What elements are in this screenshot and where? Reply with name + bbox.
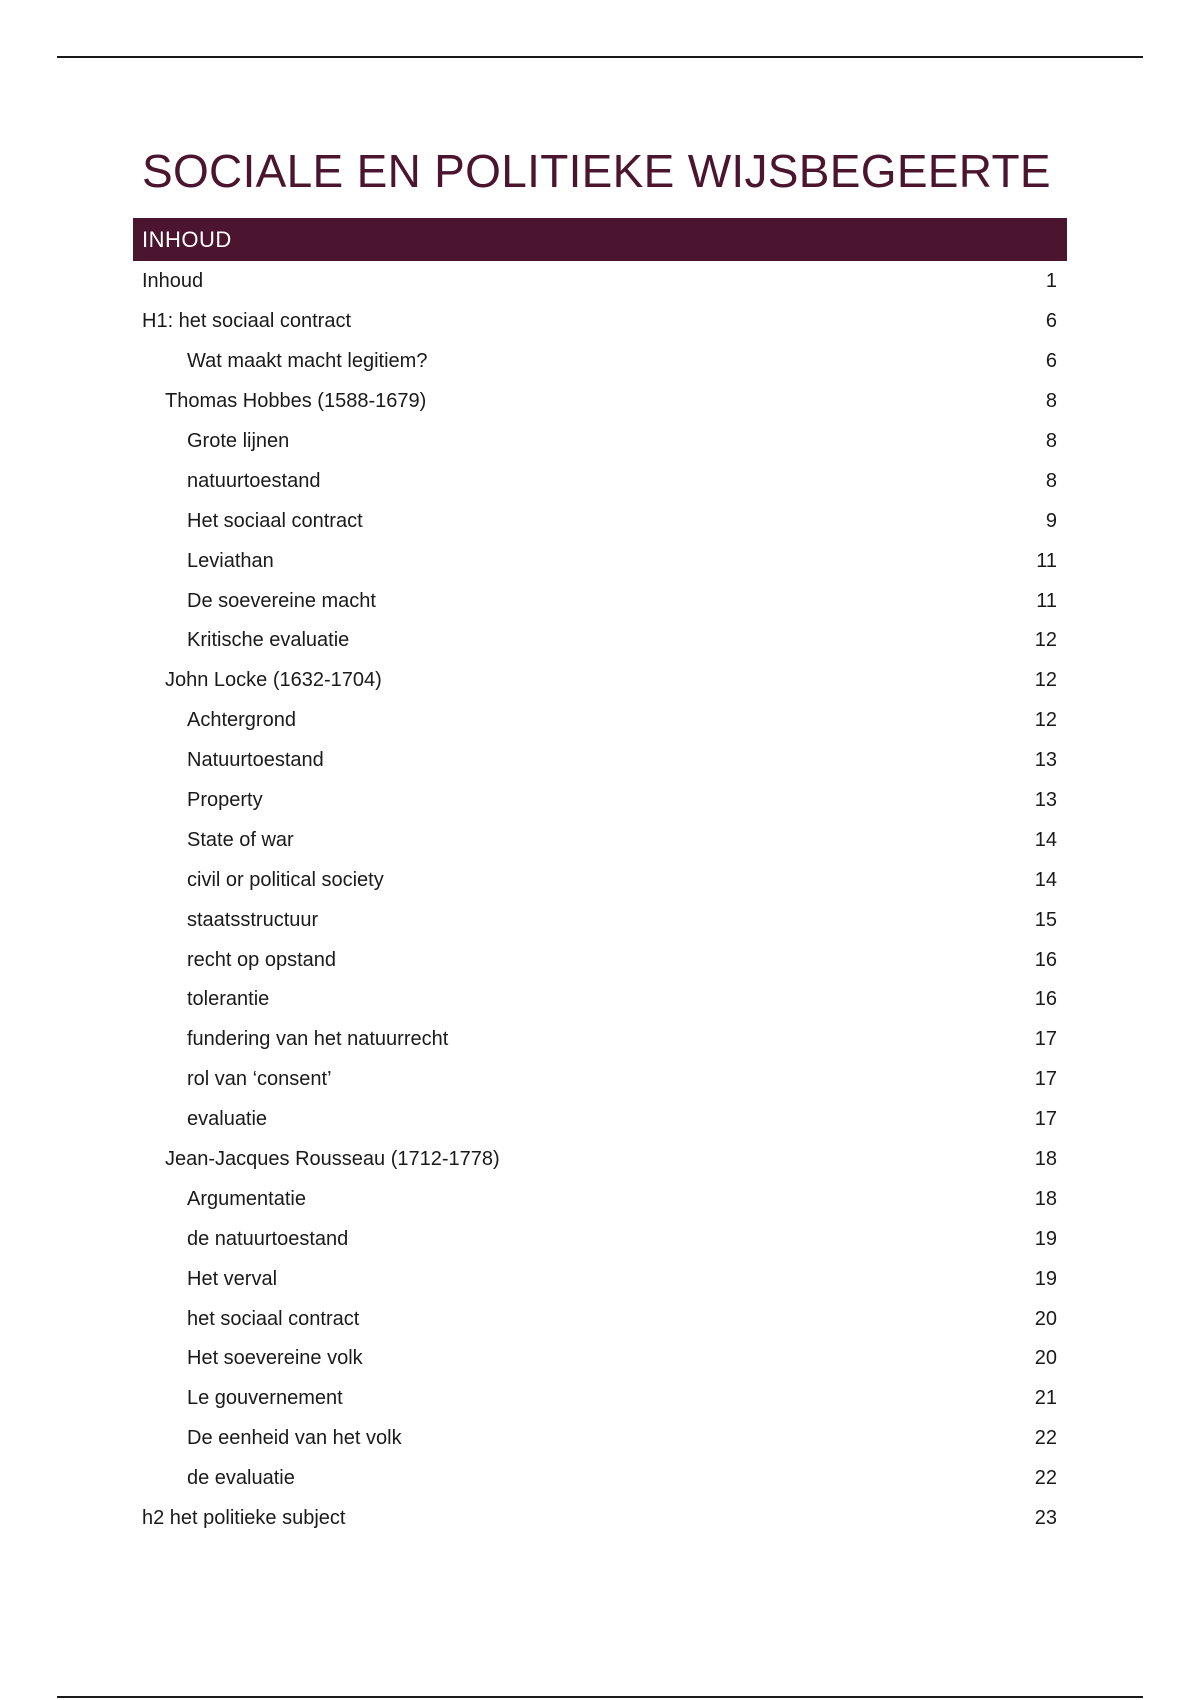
toc-entry-label: staatsstructuur [187, 908, 319, 931]
toc-entry-page-number: 12 [1034, 669, 1057, 692]
toc-entry-page-number: 17 [1034, 1028, 1057, 1051]
toc-entry-page-number: 1 [1045, 270, 1057, 293]
toc-entry[interactable] [142, 621, 1057, 661]
toc-entry-label: Jean-Jacques Rousseau (1712-1778) [165, 1148, 500, 1171]
toc-entry-page-number: 12 [1034, 629, 1057, 652]
toc-entry[interactable] [142, 1179, 1057, 1219]
toc-entry[interactable] [142, 741, 1057, 781]
toc-entry-page-number: 17 [1034, 1108, 1057, 1131]
toc-entry-label: Argumentatie [187, 1187, 306, 1210]
toc-entry-page-number: 18 [1034, 1187, 1057, 1210]
toc-entry[interactable] [142, 461, 1057, 501]
toc-entry-label: rol van ‘consent’ [187, 1068, 332, 1091]
toc-entry[interactable] [142, 382, 1057, 422]
toc-entry-label: civil or political society [187, 868, 384, 891]
toc-entry[interactable] [142, 1140, 1057, 1180]
toc-entry-label: De soevereine macht [187, 589, 376, 612]
top-rule [57, 56, 1143, 58]
toc-entry-page-number: 22 [1034, 1427, 1057, 1450]
toc-entry-page-number: 9 [1045, 509, 1057, 532]
toc-entry-page-number: 12 [1034, 709, 1057, 732]
toc-entry-page-number: 14 [1034, 828, 1057, 851]
toc-entry-label: de natuurtoestand [187, 1227, 349, 1250]
toc-entry-page-number: 21 [1034, 1387, 1057, 1410]
toc-entry[interactable] [142, 1060, 1057, 1100]
toc-entry-page-number: 11 [1036, 549, 1057, 572]
toc-entry-label: John Locke (1632-1704) [165, 669, 382, 692]
toc-entry-label: Grote lijnen [187, 430, 290, 452]
toc-entry-label: Leviathan [187, 549, 274, 572]
toc-entry[interactable] [142, 1299, 1057, 1339]
toc-entry-page-number: 17 [1034, 1068, 1057, 1091]
toc-entry[interactable] [142, 860, 1057, 900]
toc-entry-page-number: 22 [1034, 1467, 1057, 1490]
bottom-rule [57, 1696, 1143, 1698]
toc-entry-page-number: 13 [1034, 789, 1057, 812]
toc-entry[interactable] [142, 701, 1057, 741]
toc-entry-label: Achtergrond [187, 709, 296, 732]
toc-entry[interactable] [142, 661, 1057, 701]
toc-entry-page-number: 14 [1034, 868, 1057, 891]
toc-entry[interactable] [142, 1379, 1057, 1419]
toc-entry[interactable] [142, 422, 1057, 462]
toc-entry[interactable] [142, 820, 1057, 860]
toc-entry[interactable] [142, 1339, 1057, 1379]
toc-entry[interactable] [142, 342, 1057, 382]
toc-entry[interactable] [142, 501, 1057, 541]
toc-entry-label: Het sociaal contract [187, 509, 363, 532]
toc-entry[interactable] [142, 781, 1057, 821]
toc-entry-page-number: 8 [1045, 430, 1057, 452]
toc-entry-label: Kritische evaluatie [187, 629, 350, 652]
toc-entry[interactable] [142, 940, 1057, 980]
toc-entry-label: Property [187, 789, 263, 812]
toc-entry-page-number: 13 [1034, 749, 1057, 772]
toc-entry-page-number: 20 [1034, 1307, 1057, 1330]
toc-entry[interactable] [142, 900, 1057, 940]
toc-entry[interactable] [142, 262, 1057, 302]
toc-entry-label: Le gouvernement [187, 1387, 343, 1410]
toc-entry[interactable] [142, 1499, 1057, 1539]
toc-entry-label: Het soevereine volk [187, 1347, 363, 1370]
toc-entry[interactable] [142, 980, 1057, 1020]
toc-entry-page-number: 16 [1034, 988, 1057, 1011]
toc-entry-label: het sociaal contract [187, 1307, 360, 1330]
toc-entry-page-number: 16 [1034, 948, 1057, 971]
toc-entry-label: Thomas Hobbes (1588-1679) [165, 390, 427, 413]
toc-entry-page-number: 20 [1034, 1347, 1057, 1370]
toc-entry-page-number: 6 [1045, 310, 1057, 333]
toc-entry-label: h2 het politieke subject [142, 1507, 346, 1530]
toc-entry-page-number: 8 [1045, 390, 1057, 413]
toc-entry-label: Inhoud [142, 270, 204, 293]
toc-entry-label: de evaluatie [187, 1467, 295, 1490]
toc-section-header: INHOUD [133, 218, 1067, 261]
document-title: SOCIALE EN POLITIEKE WIJSBEGEERTE [142, 145, 1051, 197]
toc-entry[interactable] [142, 541, 1057, 581]
toc-entry-label: Natuurtoestand [187, 749, 324, 772]
toc-entry-label: natuurtoestand [187, 469, 321, 492]
table-of-contents [142, 262, 1057, 1539]
toc-entry-label: State of war [187, 828, 294, 851]
toc-entry-page-number: 19 [1034, 1267, 1057, 1290]
toc-entry[interactable] [142, 1419, 1057, 1459]
toc-entry[interactable] [142, 302, 1057, 342]
toc-entry-label: Het verval [187, 1267, 278, 1290]
toc-entry-label: evaluatie [187, 1108, 268, 1131]
toc-entry-page-number: 15 [1034, 908, 1057, 931]
toc-entry[interactable] [142, 1259, 1057, 1299]
toc-entry-label: recht op opstand [187, 948, 336, 971]
toc-entry[interactable] [142, 1219, 1057, 1259]
toc-entry[interactable] [142, 581, 1057, 621]
toc-entry-page-number: 8 [1045, 469, 1057, 492]
toc-entry[interactable] [142, 1020, 1057, 1060]
toc-entry-label: tolerantie [187, 988, 270, 1011]
toc-entry-label: H1: het sociaal contract [142, 310, 351, 333]
toc-entry-page-number: 11 [1036, 589, 1057, 612]
toc-entry[interactable] [142, 1459, 1057, 1499]
toc-entry-page-number: 19 [1034, 1227, 1057, 1250]
toc-entry-label: Wat maakt macht legitiem? [187, 350, 428, 373]
toc-entry-page-number: 18 [1034, 1148, 1057, 1171]
toc-entry-label: De eenheid van het volk [187, 1427, 402, 1450]
toc-entry-page-number: 6 [1045, 350, 1057, 373]
toc-entry[interactable] [142, 1100, 1057, 1140]
toc-entry-page-number: 23 [1034, 1507, 1057, 1530]
toc-entry-label: fundering van het natuurrecht [187, 1028, 449, 1051]
